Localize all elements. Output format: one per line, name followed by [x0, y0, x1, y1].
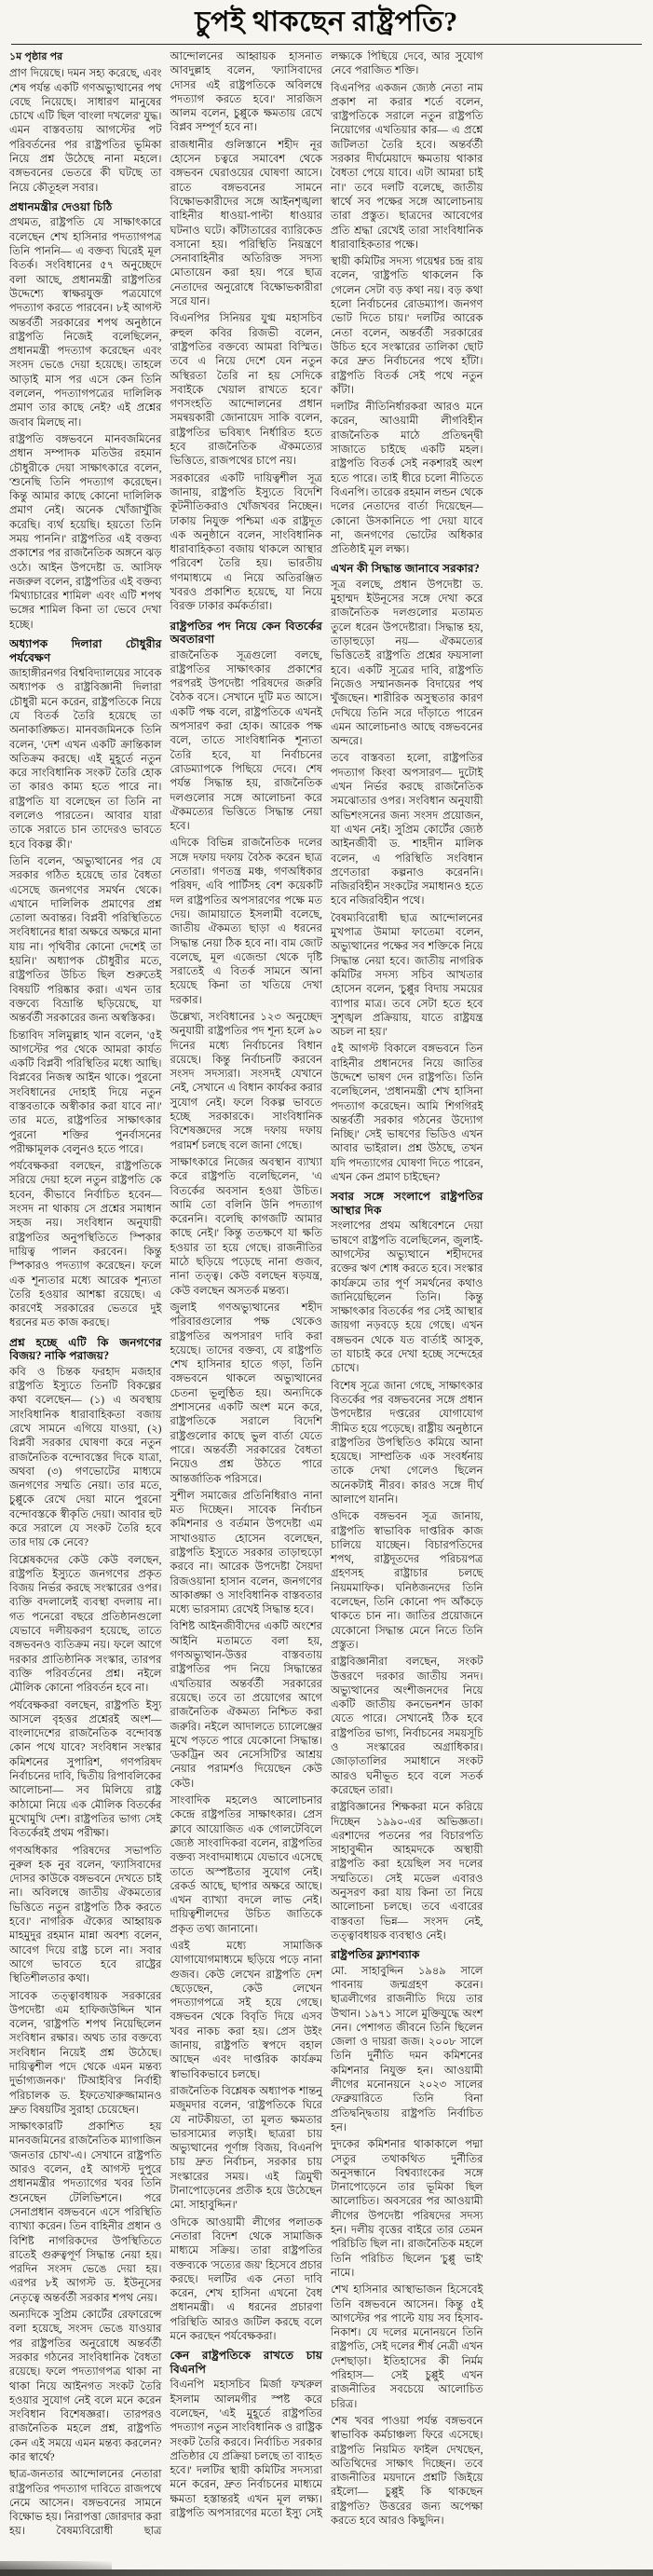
article-paragraph: চিন্তাবিদ সলিমুল্লাহ খান বলেন, '৫ই আগস্টের পর থেকে আমরা কার্যত একটি বিপ্লবী পরিস্থিতির মধ্যে আছি। বিপ্লবের নিজস্ব আইন থাকে। পুরনো সংবিধানের দোহাই দিয়ে নতুন বাস্তবতাকে অস্বীকার করা যাবে না।' তার মতে, রাষ্ট্রপতির সাক্ষাৎকার পুরনো শক্তির পুনর্বাসনের পরীক্ষামূলক বেলুনও হতে পারে।	[9, 1029, 162, 1155]
article-paragraph: রাজধানীর গুলিস্তানে শহীদ নূর হোসেন চত্বরে সমাবেশ থেকে বঙ্গভবন ঘেরাওয়ের ঘোষণা আসে। রাতে বঙ্গভবনের সামনে বিক্ষোভকারীদের সঙ্গে আইনশৃঙ্খলা বাহিনীর ধাওয়া-পাল্টা ধাওয়ার ঘটনাও ঘটে। কাঁটাতারের ব্যারিকেড বসানো হয়। পরিস্থিতি নিয়ন্ত্রণে সেনাবাহিনীর অতিরিক্ত সদস্য মোতায়েন করা হয়। পরে ছাত্র নেতাদের অনুরোধে বিক্ষোভকারীরা সরে যান।	[170, 139, 322, 308]
article-paragraph: স্থায়ী কমিটির সদস্য গয়েশ্বর চন্দ্র রায় বলেন, 'রাষ্ট্রপতি থাকলেন কি গেলেন সেটা বড় কথা নয়। বড় কথা হলো নির্বাচনের রোডম্যাপ। জনগণ ভোট দিতে চায়।' দলটির আরেক নেতা বলেন, অন্তর্বর্তী সরকারের উচিত হবে সংস্কারের তালিকা ছোট করে দ্রুত নির্বাচনের পথে হাঁটা। রাষ্ট্রপতি বিতর্ক সেই পথে নতুন কাঁটা।	[331, 256, 483, 396]
article-paragraph: সাক্ষাৎকারটি প্রকাশিত হয় মানবজমিনের রাজনৈতিক ম্যাগাজিন 'জনতার চোখ'-এ। সেখানে রাষ্ট্রপতি আরও বলেন, ৫ই আগস্ট দুপুরে প্রধানমন্ত্রীর পদত্যাগের খবর তিনি শুনেছেন টেলিভিশনে। পরে সেনাপ্রধান বঙ্গভবনে এসে পরিস্থিতি ব্যাখ্যা করেন। তিন বাহিনীর প্রধান ও বিশিষ্ট নাগরিকদের উপস্থিতিতে রাতেই গুরুত্বপূর্ণ সিদ্ধান্ত নেয়া হয়। পরদিন সংসদ ভেঙে দেয়া হয়। এরপর ৮ই আগস্ট ড. ইউনূসের নেতৃত্বে অন্তর্বর্তী সরকার শপথ নেয়।	[9, 2121, 162, 2304]
article-paragraph: সুশীল সমাজের প্রতিনিধিরাও নানা মত দিচ্ছেন। সাবেক নির্বাচন কমিশনার ও বর্তমান উপদেষ্টা এম সাখাওয়াত হোসেন বলেছেন, রাষ্ট্রপতি ইস্যুতে সরকার তাড়াহুড়ো করবে না। আরেক উপদেষ্টা সৈয়দা রিজওয়ানা হাসান বলেন, জনগণের আকাঙ্ক্ষা ও সাংবিধানিক বাস্তবতার মধ্যে ভারসাম্য রেখেই সিদ্ধান্ত হবে।	[170, 1490, 322, 1616]
article-paragraph: গণঅধিকার পরিষদের সভাপতি নুরুল হক নুর বলেন, 'ফ্যাসিবাদের দোসর কাউকে বঙ্গভবনে দেখতে চাই না। অবিলম্বে জাতীয় ঐকমত্যের ভিত্তিতে নতুন রাষ্ট্রপতি ঠিক করতে হবে।' নাগরিক ঐক্যের আহ্বায়ক মাহমুদুর রহমান মান্না অবশ্য বলেন, আবেগ দিয়ে রাষ্ট্র চলে না। সবার আগে ভাবতে হবে রাষ্ট্রের স্থিতিশীলতার কথা।	[9, 1845, 162, 1985]
article-paragraph: রাজনৈতিক বিশ্লেষক অধ্যাপক শান্তনু মজুমদার বলেন, 'রাষ্ট্রপতিকে ঘিরে যে নাটকীয়তা, তা মূলত ক্ষমতার ভারসাম্যের লড়াই। ছাত্ররা চায় অভ্যুত্থানের পূর্ণাঙ্গ বিজয়, বিএনপি চায় দ্রুত নির্বাচন, সরকার চায় সংস্কারের সময়। এই ত্রিমুখী টানাপোড়েনের প্রতীক হয়ে উঠেছেন মো. সাহাবুদ্দিন।'	[170, 2085, 322, 2212]
article-paragraph: রাষ্ট্রবিজ্ঞানীরা বলছেন, সংকট উত্তরণে দরকার জাতীয় সনদ। অভ্যুত্থানের অংশীজনদের নিয়ে একটি জাতীয় কনভেনশন ডাকা যেতে পারে। সেখানেই ঠিক হবে রাষ্ট্রপতির ভাগ্য, নির্বাচনের সময়সূচি ও সংস্কারের অগ্রাধিকার। জোড়াতালির সমাধানে সংকট আরও ঘনীভূত হবে বলে সতর্ক করেছেন তারা।	[331, 1656, 483, 1796]
continued-from-note: ১ম পৃষ্ঠার পর	[9, 51, 63, 62]
article-paragraph: কবি ও চিন্তক ফরহাদ মজহার রাষ্ট্রপতি ইস্যুতে তিনটি বিকল্পের কথা বলেছেন— (১) এ অবস্থায় সাংবিধানিক ধারাবাহিকতা বজায় রেখে সামনে এগিয়ে যাওয়া, (২) বিপ্লবী সরকার ঘোষণা করে নতুন রাজনৈতিক বন্দোবস্তের দিকে যাত্রা, অথবা (৩) গণভোটের মাধ্যমে জনগণের সম্মতি নেয়া। তার মতে, চুপ্পুকে রেখে দেয়া মানে পুরনো বন্দোবস্তকে স্বীকৃতি দেয়া। আবার হুট করে সরালে যে সংকট তৈরি হবে তার দায় কে নেবে?	[9, 1366, 162, 1549]
article-paragraph: পর্যবেক্ষকরা বলছেন, রাষ্ট্রপতি ইস্যু আসলে বৃহত্তর প্রশ্নেরই অংশ— বাংলাদেশের রাজনৈতিক বন্দোবস্ত কোন পথে যাবে? সংবিধান সংস্কার কমিশনের সুপারিশ, গণপরিষদ নির্বাচনের দাবি, দ্বিতীয় রিপাবলিকের আলোচনা— সব মিলিয়ে রাষ্ট্র কাঠামো নিয়ে এক মৌলিক বিতর্কের মুখোমুখি দেশ। রাষ্ট্রপতির ভাগ্য সেই বিতর্কেরই প্রথম পরীক্ষা।	[9, 1699, 162, 1840]
article-paragraph: বিএনপির সিনিয়র যুগ্ম মহাসচিব রুহুল কবির রিজভী বলেন, 'রাষ্ট্রপতির বক্তব্যে আমরা বিস্মিত। তবে এ নিয়ে দেশে যেন নতুন অস্থিরতা তৈরি না হয় সেদিকে সবাইকে খেয়াল রাখতে হবে।' গণসংহতি আন্দোলনের প্রধান সমন্বয়কারী জোনায়েদ সাকি বলেন, রাষ্ট্রপতির ভবিষ্যৎ নির্ধারিত হতে হবে রাজনৈতিক ঐকমত্যের ভিত্তিতে, রাজপথের চাপে নয়।	[170, 313, 322, 468]
article-paragraph: সূত্র বলছে, প্রধান উপদেষ্টা ড. মুহাম্মদ ইউনূসের সঙ্গে দেখা করে রাজনৈতিক দলগুলোর মতামত তুলে ধরেন উপদেষ্টারা। সিদ্ধান্ত হয়, তাড়াহুড়ো নয়— ঐকমত্যের ভিত্তিতেই রাষ্ট্রপতি প্রশ্নের ফয়সালা হবে। একটি সূত্রের দাবি, রাষ্ট্রপতি নিজেও সম্মানজনক বিদায়ের পথ খুঁজছেন। শারীরিক অসুস্থতার কারণ দেখিয়ে তিনি সরে দাঁড়াতে পারেন এমন আলোচনাও আছে বঙ্গভবনের অন্দরে।	[331, 579, 483, 748]
article-paragraph: ছাত্র-জনতার আন্দোলনের নেতারা রাষ্ট্রপতির পদত্যাগ দাবিতে রাজপথে নেমে আসেন। বঙ্গভবনের সামনে বিক্ষোভ হয়। নিরাপত্তা জোরদার করা হয়। বৈষম্যবিরোধী ছাত্র আন্দোলনের আহ্বায়ক হাসনাত আবদুল্লাহ বলেন, 'ফ্যাসিবাদের দোসর এই রাষ্ট্রপতিকে অবিলম্বে পদত্যাগ করতে হবে।' সারজিস আলম বলেন, চুপ্পুকে ক্ষমতায় রেখে বিপ্লব সম্পূর্ণ হবে না।	[9, 51, 322, 2538]
article-headline: চুপই থাকছেন রাষ্ট্রপতি?	[195, 7, 458, 37]
article-paragraph: ওদিকে বঙ্গভবন সূত্র জানায়, রাষ্ট্রপতি স্বাভাবিক দাপ্তরিক কাজ চালিয়ে যাচ্ছেন। বিচারপতিদের শপথ, রাষ্ট্রদূতদের পরিচয়পত্র গ্রহণসহ রাষ্ট্রাচার চলছে নিয়মমাফিক। ঘনিষ্ঠজনদের তিনি বলেছেন, তিনি কোনো পদ আঁকড়ে থাকতে চান না। জাতির প্রয়োজনে যেকোনো সিদ্ধান্ত মেনে নিতে তিনি প্রস্তুত।	[331, 1511, 483, 1651]
article-paragraph: জাহাঙ্গীরনগর বিশ্ববিদ্যালয়ের সাবেক অধ্যাপক ও রাষ্ট্রবিজ্ঞানী দিলারা চৌধুরী মনে করেন, রাষ্ট্রপতিকে নিয়ে যে বিতর্ক তৈরি হয়েছে তা অনাকাঙ্ক্ষিত। মানবজমিনকে তিনি বলেন, 'দেশ এখন একটি ক্রান্তিকাল অতিক্রম করছে। এই মুহূর্তে নতুন করে সাংবিধানিক সংকট তৈরি হোক তা কারও কাম্য হতে পারে না। রাষ্ট্রপতি যা বলেছেন তা তিনি না বললেও পারতেন। আবার যারা তাকে সরাতে চান তাদেরও ভাবতে হবে বিকল্প কী।'	[9, 668, 162, 851]
article-subhead: রাষ্ট্রপতির ফ্ল্যাশব্যাক	[331, 1948, 420, 1962]
article-paragraph: প্রথমত, রাষ্ট্রপতি যে সাক্ষাৎকারে বলেছেন শেখ হাসিনার পদত্যাগপত্র তিনি পাননি— এ বক্তব্য ঘিরেই মূল বিতর্ক। সংবিধানের ৫৭ অনুচ্ছেদে বলা আছে, প্রধানমন্ত্রী রাষ্ট্রপতির উদ্দেশ্যে স্বাক্ষরযুক্ত পত্রযোগে পদত্যাগ করতে পারবেন। ৮ই আগস্ট অন্তর্বর্তী সরকারের শপথ অনুষ্ঠানে রাষ্ট্রপতি নিজেই বলেছিলেন, প্রধানমন্ত্রী পদত্যাগ করেছেন এবং সংসদ ভেঙে দেয়া হয়েছে। তাহলে আড়াই মাস পর এসে কেন তিনি বললেন, পদত্যাগপত্রের দালিলিক প্রমাণ তার কাছে নেই? এই প্রশ্নের জবাব মিলছে না।	[9, 217, 162, 429]
article-paragraph: বিএনপি মহাসচিব মির্জা ফখরুল ইসলাম আলমগীর স্পষ্ট করে বলেছেন, 'এই মুহূর্তে রাষ্ট্রপতির পদত্যাগ নতুন সাংবিধানিক ও রাষ্ট্রিক সংকট তৈরি করবে। নির্বাচিত সরকার প্রতিষ্ঠার যে প্রক্রিয়া চলছে তা ব্যাহত হবে।' দলটির স্থায়ী কমিটির সদস্যরা মনে করেন, দ্রুত নির্বাচনের মাধ্যমে ক্ষমতা হস্তান্তরই এখন মূল লক্ষ্য। রাষ্ট্রপতি অপসারণের মতো ইস্যু সেই লক্ষ্যকে পিছিয়ে দেবে, আর সুযোগ নেবে পরাজিত শক্তি।	[170, 51, 483, 2519]
article-paragraph: বিশেষ সূত্রে জানা গেছে, সাক্ষাৎকার বিতর্কের পর বঙ্গভবনের সঙ্গে প্রধান উপদেষ্টার দপ্তরের যোগাযোগ সীমিত হয়ে পড়েছে। রাষ্ট্রীয় অনুষ্ঠানে রাষ্ট্রপতির উপস্থিতিও কমিয়ে আনা হয়েছে। সাম্প্রতিক এক সংবর্ধনায় তাকে দেখা গেলেও ছিলেন অনেকটাই নীরব। কারও সঙ্গে দীর্ঘ আলাপে যাননি।	[331, 1380, 483, 1506]
article-paragraph: পর্যবেক্ষকরা বলছেন, রাষ্ট্রপতিকে সরিয়ে দেয়া হলে নতুন রাষ্ট্রপতি কে হবেন, কীভাবে নির্বাচিত হবেন— সংসদ না থাকায় সে প্রশ্নের সমাধান সহজ নয়। সংবিধান অনুযায়ী রাষ্ট্রপতির অনুপস্থিতিতে স্পিকার দায়িত্ব পালন করবেন। কিন্তু স্পিকারও পদত্যাগ করেছেন। ফলে এক শূন্যতার মধ্যে আরেক শূন্যতা তৈরি হওয়ার আশঙ্কা রয়েছে। এ কারণেই সরকারের ভেতরে দুই ধরনের মত কাজ করছে।	[9, 1161, 162, 1329]
article-subhead: সবার সঙ্গে সংলাপে রাষ্ট্রপতির আস্থার দিক	[331, 1190, 483, 1217]
article-paragraph: এদিকে বিভিন্ন রাজনৈতিক দলের সঙ্গে দফায় দফায় বৈঠক করেন ছাত্র নেতারা। গণতন্ত্র মঞ্চ, গণঅধিকার পরিষদ, এবি পার্টিসহ বেশ কয়েকটি দল রাষ্ট্রপতির অপসারণের পক্ষে মত দেয়। জামায়াতে ইসলামী বলেছে, জাতীয় ঐকমত্য ছাড়া এ ধরনের সিদ্ধান্ত নেয়া ঠিক হবে না। বাম জোট বলেছে, মূল এজেন্ডা থেকে দৃষ্টি সরাতেই এ বিতর্ক সামনে আনা হয়েছে কিনা তা খতিয়ে দেখা দরকার।	[170, 838, 322, 1006]
article-paragraph: সরকারের একটি দায়িত্বশীল সূত্র জানায়, রাষ্ট্রপতি ইস্যুতে বিদেশি কূটনীতিকরাও খোঁজখবর নিচ্ছেন। ঢাকায় নিযুক্ত পশ্চিমা এক রাষ্ট্রদূত এক অনুষ্ঠানে বলেন, সাংবিধানিক ধারাবাহিকতা বজায় থাকলে আস্থার পরিবেশ তৈরি হয়। ভারতীয় গণমাধ্যমে এ নিয়ে অতিরঞ্জিত খবরও প্রকাশিত হয়েছে, যা নিয়ে বিরক্ত ঢাকার কর্মকর্তারা।	[170, 472, 322, 613]
article-paragraph: তিনি বলেন, 'অভ্যুত্থানের পর যে সরকার গঠিত হয়েছে তার বৈধতা এসেছে জনগণের সমর্থন থেকে। এখানে দালিলিক প্রমাণের প্রশ্ন তোলা অবান্তর। বিপ্লবী পরিস্থিতিতে সংবিধানের ধারা অক্ষরে অক্ষরে মানা যায় না। পৃথিবীর কোনো দেশেই তা হয়নি।' অধ্যাপক চৌধুরীর মতে, রাষ্ট্রপতির উচিত ছিল শুরুতেই বিষয়টি পরিষ্কার করা। এখন তার বক্তব্যে বিভ্রান্তি ছড়িয়েছে, যা অন্তর্বর্তী সরকারের জন্য অস্বস্তিকর।	[9, 855, 162, 1025]
article-paragraph: জুলাই গণঅভ্যুত্থানের শহীদ পরিবারগুলোর পক্ষ থেকেও রাষ্ট্রপতির অপসারণ দাবি করা হয়েছে। তাদের বক্তব্য, যে রাষ্ট্রপতি শেখ হাসিনার হাতে গড়া, তিনি বঙ্গভবনে থাকলে অভ্যুত্থানের চেতনা ভূলুণ্ঠিত হয়। অন্যদিকে প্রশাসনের একটি অংশ মনে করে, রাষ্ট্রপতিকে সরালে বিদেশি রাষ্ট্রগুলোর কাছে ভুল বার্তা যেতে পারে। অন্তর্বর্তী সরকারের বৈধতা নিয়েও প্রশ্ন উঠতে পারে আন্তর্জাতিক পরিসরে।	[170, 1302, 322, 1485]
article-paragraph: ৫ই আগস্ট বিকালে বঙ্গভবনে তিন বাহিনীর প্রধানদের নিয়ে জাতির উদ্দেশে ভাষণ দেন রাষ্ট্রপতি। তিনি বলেছিলেন, 'প্রধানমন্ত্রী শেখ হাসিনা পদত্যাগ করেছেন। আমি শিগগিরই অন্তর্বর্তী সরকার গঠনের উদ্যোগ নিচ্ছি।' সেই ভাষণের ভিডিও এখন আবার ভাইরাল। প্রশ্ন উঠছে, তখন যদি পদত্যাগের ঘোষণা দিতে পারেন, এখন কেন প্রমাণ চাইছেন?	[331, 1043, 483, 1184]
article-subhead: কেন রাষ্ট্রপতিকে রাখতে চায় বিএনপি	[170, 2349, 322, 2376]
headline-divider	[11, 44, 642, 45]
article-paragraph: সাংবাদিক মহলেও আলোচনার কেন্দ্রে রাষ্ট্রপতির সাক্ষাৎকার। প্রেস ক্লাবে আয়োজিত এক গোলটেবিলে জ্যেষ্ঠ সাংবাদিকরা বলেন, রাষ্ট্রপতির বক্তব্য সংবাদমাধ্যমে যেভাবে এসেছে তাতে অস্পষ্টতার সুযোগ নেই। রেকর্ড আছে, ছাপার অক্ষরে আছে। এখন ব্যাখ্যা বদলে লাভ নেই। দায়িত্বশীলদের উচিত জাতিকে প্রকৃত তথ্য জানানো।	[170, 1795, 322, 1935]
article-body	[9, 50, 644, 2545]
article-paragraph: অন্যদিকে সুপ্রিম কোর্টের রেফারেন্সে বলা হয়েছে, সংসদ ভেঙে যাওয়ার পর রাষ্ট্রপতির অনুরোধে অন্তর্বর্তী সরকার গঠনের সাংবিধানিক বৈধতা রয়েছে। ফলে পদত্যাগপত্র থাকা না থাকা নিয়ে আইনগত সংকট তৈরি হওয়ার সুযোগ নেই বলে মনে করেন সংবিধান বিশেষজ্ঞরা। তারপরও রাজনৈতিক মহলে প্রশ্ন, রাষ্ট্রপতি কেন এই সময়ে এমন মন্তব্য করলেন? কার স্বার্থে?	[9, 2310, 162, 2463]
article-paragraph: বিএনপির একজন জ্যেষ্ঠ নেতা নাম প্রকাশ না করার শর্তে বলেন, 'রাষ্ট্রপতিকে সরালে নতুন রাষ্ট্রপতি নিয়োগের এখতিয়ার কার— এ প্রশ্নে জটিলতা তৈরি হবে। অন্তর্বর্তী সরকার দীর্ঘমেয়াদে ক্ষমতায় থাকার বৈধতা পেয়ে যাবে। এটা আমরা চাই না।' তবে দলটি বলেছে, জাতীয় স্বার্থে সব পক্ষের সঙ্গে আলোচনায় তারা প্রস্তুত। ছাত্রদের আবেগের প্রতি শ্রদ্ধা রেখেই তারা সাংবিধানিক ধারাবাহিকতার পক্ষে।	[331, 82, 483, 251]
article-subhead: প্রশ্ন হচ্ছে এটি কি জনগণের বিজয়? নাকি পরাজয়?	[9, 1335, 162, 1363]
article-paragraph: মো. সাহাবুদ্দিন ১৯৪৯ সালে পাবনায় জন্মগ্রহণ করেন। ছাত্রলীগের রাজনীতি দিয়ে তার উত্থান। ১৯৭১ সালে মুক্তিযুদ্ধে অংশ নেন। পেশাগত জীবনে তিনি ছিলেন জেলা ও দায়রা জজ। ২০০৮ সালে তিনি দুর্নীতি দমন কমিশনের কমিশনার নিযুক্ত হন। আওয়ামী লীগের মনোনয়নে ২০২৩ সালের ফেব্রুয়ারিতে তিনি বিনা প্রতিদ্বন্দ্বিতায় রাষ্ট্রপতি নির্বাচিত হন।	[331, 1965, 483, 2133]
article-subhead: রাষ্ট্রপতির পদ নিয়ে কেন বিতর্কের অবতারণা	[170, 619, 322, 647]
article-subhead: প্রধানমন্ত্রীর দেওয়া চিঠি	[9, 199, 113, 213]
article-subhead: এখন কী সিদ্ধান্ত জানাবে সরকার?	[331, 562, 480, 576]
article-paragraph: উল্লেখ্য, সংবিধানের ১২৩ অনুচ্ছেদ অনুযায়ী রাষ্ট্রপতির পদ শূন্য হলে ৯০ দিনের মধ্যে নির্বাচনের বিধান রয়েছে। কিন্তু নির্বাচনটি করবেন সংসদ সদস্যরা। সংসদই যেখানে নেই, সেখানে এ বিধান কার্যকর করার সুযোগ নেই। ফলে বিকল্প ভাবতে হচ্ছে সরকারকে। সাংবিধানিক বিশেষজ্ঞদের সঙ্গে দফায় দফায় পরামর্শ চলছে বলে জানা গেছে।	[170, 1012, 322, 1152]
article-paragraph: প্রাণ দিয়েছে। দমন সহ্য করেছে, এবং শেষ পর্যন্ত একটি গণঅভ্যুত্থানের পথ বেছে নিয়েছে। সাধারণ মানুষের চোখে এটি ছিল 'বাংলা দখলের' যুদ্ধ। এমন বাস্তবতায় আগস্টের পট পরিবর্তনের পর রাষ্ট্রপতির ভূমিকা নিয়ে প্রশ্ন উঠেছে নানা মহলে। বঙ্গভবনের ভেতরে কী ঘটছে তা নিয়ে কৌতূহল সবার।	[9, 68, 162, 194]
article-paragraph: রাষ্ট্রপতি বঙ্গভবনে মানবজমিনের প্রধান সম্পাদক মতিউর রহমান চৌধুরীকে দেয়া সাক্ষাৎকারে বলেন, 'শুনেছি তিনি পদত্যাগ করেছেন। কিন্তু আমার কাছে কোনো দালিলিক প্রমাণ নেই। অনেক খোঁজাখুঁজি করেছি। ব্যর্থ হয়েছি। হয়তো তিনি সময় পাননি।' রাষ্ট্রপতির এই বক্তব্য প্রকাশের পর রাজনৈতিক অঙ্গনে ঝড় ওঠে। আইন উপদেষ্টা ড. আসিফ নজরুল বলেন, রাষ্ট্রপতির এই বক্তব্য 'মিথ্যাচারের শামিল' এবং এটি শপথ ভঙ্গের শামিল কিনা তা ভেবে দেখা হচ্ছে।	[9, 433, 162, 631]
article-subhead: অধ্যাপক দিলারা চৌধুরীর পর্যবেক্ষণ	[9, 637, 162, 664]
article-paragraph: তবে বাস্তবতা হলো, রাষ্ট্রপতির পদত্যাগ কিংবা অপসারণ— দুটোই এখন নির্ভর করছে রাজনৈতিক সমঝোতার ওপর। সংবিধান অনুযায়ী অভিশংসনের জন্য সংসদ প্রয়োজন, যা এখন নেই। সুপ্রিম কোর্টের জ্যেষ্ঠ আইনজীবী ড. শাহদীন মালিক বলেন, এ পরিস্থিতি সংবিধান প্রণেতারা কল্পনাও করেননি। নজিরবিহীন সংকটের সমাধানও হতে হবে নজিরবিহীন পথে।	[331, 753, 483, 907]
article-paragraph: এরই মধ্যে সামাজিক যোগাযোগমাধ্যমে ছড়িয়ে পড়ে নানা গুজব। কেউ লেখেন রাষ্ট্রপতি দেশ ছেড়েছেন, কেউ লেখেন পদত্যাগপত্রে সই হয়ে গেছে। বঙ্গভবন থেকে বিবৃতি দিয়ে এসব খবর নাকচ করা হয়। প্রেস উইং জানায়, রাষ্ট্রপতি স্বপদে বহাল আছেন এবং দাপ্তরিক কার্যক্রম স্বাভাবিকভাবে চলছে।	[170, 1941, 322, 2080]
article-paragraph: সংলাপের প্রথম অধিবেশনে দেয়া ভাষণে রাষ্ট্রপতি বলেছিলেন, জুলাই-আগস্টের অভ্যুত্থানে শহীদদের রক্তের ঋণ শোধ করতে হবে। সংস্কার কার্যক্রমে তার পূর্ণ সমর্থনের কথাও জানিয়েছিলেন তিনি। কিন্তু সাক্ষাৎকার বিতর্কের পর সেই আস্থার জায়গা নড়বড়ে হয়ে গেছে। এখন বঙ্গভবন থেকে যত বার্তাই আসুক, তা যাচাই করে দেখা হচ্ছে সন্দেহের চোখে।	[331, 1220, 483, 1375]
article-paragraph: বিশিষ্ট আইনজীবীদের একটি অংশের আইনি মতামতে বলা হয়, গণঅভ্যুত্থান-উত্তর বাস্তবতায় রাষ্ট্রপতির পদ নিয়ে সিদ্ধান্তের এখতিয়ার অন্তর্বর্তী সরকারের রয়েছে। তবে তা প্রয়োগের আগে রাজনৈতিক ঐকমত্য নিশ্চিত করা জরুরি। নইলে আদালতে চ্যালেঞ্জের মুখে পড়তে পারে যেকোনো সিদ্ধান্ত। 'ডকট্রিন অব নেসেসিটি'র আশ্রয় নেয়ার পরামর্শও দিয়েছেন কেউ কেউ।	[170, 1621, 322, 1790]
article-paragraph: রাজনৈতিক সূত্রগুলো বলছে, রাষ্ট্রপতির সাক্ষাৎকার প্রকাশের পরপরই উপদেষ্টা পরিষদের জরুরি বৈঠক বসে। সেখানে দুটি মত আসে। একটি পক্ষ বলে, রাষ্ট্রপতিকে এখনই অপসারণ করা হোক। আরেক পক্ষ বলে, তাতে সাংবিধানিক শূন্যতা তৈরি হবে, যা নির্বাচনের রোডম্যাপকে পিছিয়ে দেবে। শেষ পর্যন্ত সিদ্ধান্ত হয়, রাজনৈতিক দলগুলোর সঙ্গে আলোচনা করে ঐকমত্যের ভিত্তিতে সিদ্ধান্ত নেয়া হবে।	[170, 649, 322, 833]
article-paragraph: দুদকের কমিশনার থাকাকালে পদ্মা সেতুর তথাকথিত দুর্নীতির অনুসন্ধানে বিশ্বব্যাংকের সঙ্গে টানাপোড়েনে তার ভূমিকা ছিল আলোচিত। অবসরের পর আওয়ামী লীগের উপদেষ্টা পরিষদের সদস্য হন। দলীয় বৃত্তের বাইরে তার তেমন পরিচিতি ছিল না। রাজনৈতিক মহলে তিনি পরিচিত ছিলেন 'চুপ্পু ভাই' নামে।	[331, 2139, 483, 2279]
article-paragraph: ওদিকে আওয়ামী লীগের পলাতক নেতারা বিদেশ থেকে সামাজিক মাধ্যমে সক্রিয়। তারা রাষ্ট্রপতির বক্তব্যকে 'সত্যের জয়' হিসেবে প্রচার করছে। দলটির এক নেতা দাবি করেন, শেখ হাসিনা এখনো বৈধ প্রধানমন্ত্রী। এ ধরনের প্রচারণা পরিস্থিতি আরও জটিল করছে বলে মনে করছেন পর্যবেক্ষকরা।	[170, 2216, 322, 2343]
article-paragraph: সাবেক তত্ত্বাবধায়ক সরকারের উপদেষ্টা এম হাফিজউদ্দিন খান বলেন, 'রাষ্ট্রপতি শপথ নিয়েছিলেন সংবিধান রক্ষার। অথচ তার বক্তব্যে সংবিধান নিয়েই প্রশ্ন উঠেছে। দায়িত্বশীল পদে থেকে এমন মন্তব্য দুর্ভাগ্যজনক।' টিআইবি'র নির্বাহী পরিচালক ড. ইফতেখারুজ্জামানও দ্রুত বিষয়টির সুরাহা চেয়েছেন।	[9, 1990, 162, 2116]
article-paragraph: বৈষম্যবিরোধী ছাত্র আন্দোলনের মুখপাত্র উমামা ফাতেমা বলেন, অভ্যুত্থানের পক্ষের সব শক্তিকে নিয়ে সিদ্ধান্ত নেয়া হবে। জাতীয় নাগরিক কমিটির সদস্য সচিব আখতার হোসেন বলেন, 'চুপ্পুর বিদায় সময়ের ব্যাপার মাত্র। তবে সেটা হতে হবে সুশৃঙ্খল প্রক্রিয়ায়, যাতে রাষ্ট্রযন্ত্র অচল না হয়।'	[331, 912, 483, 1039]
article-paragraph: শেখ হাসিনার আস্থাভাজন হিসেবেই তিনি বঙ্গভবনে আসেন। কিন্তু ৫ই আগস্টের পর পাল্টে যায় সব হিসাব-নিকাশ। যে দলের মনোনয়নে তিনি রাষ্ট্রপতি, সেই দলের শীর্ষ নেত্রী এখন দেশছাড়া। ইতিহাসের কী নির্মম পরিহাস— সেই চুপ্পুই এখন রাজনীতির সবচেয়ে আলোচিত চরিত্র।	[331, 2284, 483, 2410]
article-paragraph: বিশ্লেষকদের কেউ কেউ বলছেন, রাষ্ট্রপতি ইস্যুতে জনগণের প্রকৃত বিজয় নির্ভর করছে সংস্কারের ওপর। ব্যক্তি বদলালেই ব্যবস্থা বদলায় না। গত পনেরো বছরে প্রতিষ্ঠানগুলো যেভাবে দলীয়করণ হয়েছে, তাতে বঙ্গভবনও ব্যতিক্রম নয়। ফলে আগে দরকার প্রাতিষ্ঠানিক সংস্কার, তারপর ব্যক্তি পরিবর্তনের প্রশ্ন। নইলে মৌলিক কোনো পরিবর্তন হবে না।	[9, 1554, 162, 1695]
article-paragraph: শেষ খবর পাওয়া পর্যন্ত বঙ্গভবনে স্বাভাবিক কর্মচাঞ্চল্য ফিরে এসেছে। রাষ্ট্রপতি নিয়মিত ফাইল দেখছেন, অতিথিদের সাক্ষাৎ দিচ্ছেন। তবে রাজনীতির ময়দানে প্রশ্নটি জিইয়ে রইলো— চুপ্পুই কি থাকছেন রাষ্ট্রপতি? উত্তরের জন্য অপেক্ষা করতে হবে আরও কিছুদিন।	[331, 2415, 483, 2527]
article-paragraph: রাষ্ট্রবিজ্ঞানের শিক্ষকরা মনে করিয়ে দিচ্ছেন ১৯৯০-এর অভিজ্ঞতা। এরশাদের পতনের পর বিচারপতি সাহাবুদ্দীন আহমদকে অস্থায়ী রাষ্ট্রপতি করা হয়েছিল সব দলের সম্মতিতে। সেই মডেল এবারও অনুসরণ করা যায় কিনা তা নিয়ে আলোচনা চলছে। তবে এবারের বাস্তবতা ভিন্ন— সংসদ নেই, তত্ত্বাবধায়ক ব্যবস্থাও নেই।	[331, 1802, 483, 1942]
article-paragraph: দলটির নীতিনির্ধারকরা আরও মনে করেন, আওয়ামী লীগবিহীন রাজনৈতিক মাঠে প্রতিদ্বন্দ্বী সাজাতে চাইছে একটি মহল। রাষ্ট্রপতি বিতর্ক সেই নকশারই অংশ হতে পারে। তাই ধীরে চলো নীতিতে বিএনপি। তারেক রহমান লন্ডন থেকে দলের নেতাদের বার্তা দিয়েছেন— কোনো উসকানিতে পা দেয়া যাবে না, জনগণের ভোটের অধিকার প্রতিষ্ঠাই মূল লক্ষ্য।	[331, 402, 483, 556]
article-paragraph: সাক্ষাৎকারে নিজের অবস্থান ব্যাখ্যা করে রাষ্ট্রপতি বলেছিলেন, 'এ বিতর্কের অবসান হওয়া উচিত। আমি তো বলিনি উনি পদত্যাগ করেননি। বলেছি কাগজটি আমার কাছে নেই।' কিন্তু ততক্ষণে যা ক্ষতি হওয়ার তা হয়ে গেছে। রাজনীতির মাঠে ছড়িয়ে পড়েছে নানা গুজব, নানা তত্ত্ব। কেউ বলছেন ষড়যন্ত্র, কেউ বলছেন অসতর্ক মন্তব্য।	[170, 1156, 322, 1297]
scan-edge-artifact	[0, 2569, 653, 2576]
